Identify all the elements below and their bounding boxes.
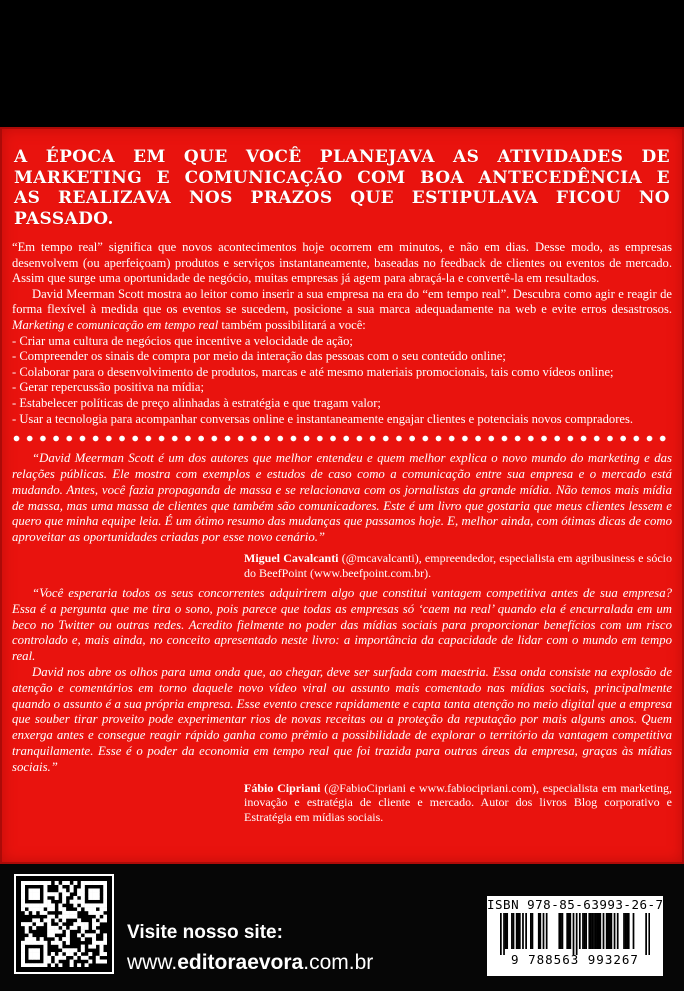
publisher-site-block bbox=[127, 922, 373, 975]
top-black-band bbox=[0, 0, 684, 127]
intro-section bbox=[12, 240, 672, 427]
testimonial-2-text-p2: David nos abre os olhos para uma onda que, ao chegar, deve ser surfada com maestria. Essa onda consiste na explosão de atenção e comentários em torno daquele novo vídeo viral ou assunto mais comentado nas mídias sociais, principalmente quando o assunto é a sua própria empresa. Esse evento cresce rapidamente e capta tanta atenção no meio digital que a empresa que souber tirar proveito pode experimentar rios de novas receitas ou a proteção da reputação por mais alguns anos. Quem enxerga antes e consegue reagir rápido ganha como prêmio a possibilidade de explorar o território da vantagem competitiva tranquilamente. Esse é o poder da economia em tempo real que foi trazida para outras áreas da empresa, graças às mídias sociais.” bbox=[12, 665, 672, 774]
barcode-icon bbox=[500, 913, 650, 955]
headline: A ÉPOCA EM QUE VOCÊ PLANEJAVA AS ATIVIDADES DE MARKETING E COMUNICAÇÃO COM BOA ANTECEDÊNCIA E AS REALIZAVA NOS PRAZOS QUE ESTIPULAVA FICOU NO PASSADO. bbox=[14, 147, 670, 229]
site-call-to-action: Visite nosso site: bbox=[127, 922, 283, 943]
testimonial-1-author-details: (@mcavalcanti), empreendedor, especialista em agribusiness e sócio do BeefPoint (www.beefpoint.com.br). bbox=[244, 550, 673, 580]
testimonial-1-text: “David Meerman Scott é um dos autores que melhor entendeu e quem melhor explica o novo mundo do marketing e das relações públicas. Ele mostra com exemplos e estudos de caso como a comunicação entre sua empresa e o mercado está mudando. Antes, você fazia propaganda de massa e se relacionava com os jornalistas da grande mídia. Não temos mais mídia de massa, mas uma massa de clientes que também são comunicadores. Este é um livro que gostaria que meus clientes lessem e quero que minha equipe leia. É um ótimo resumo das mudanças que passamos hoje. E, melhor ainda, com ótimas dicas de como aproveitar as oportunidades criadas por esse novo cenário.” bbox=[12, 451, 672, 545]
dotted-separator bbox=[13, 435, 671, 442]
intro-paragraph-2-text: David Meerman Scott mostra ao leitor como inserir a sua empresa na era do “em tempo real”. Descubra como agir e reagir de forma flexível à medida que os eventos se sucedem, posicione a sua marca adequadamente na web e evite erros desastrosos. bbox=[12, 286, 672, 317]
testimonial-1 bbox=[12, 451, 672, 580]
isbn-label: ISBN 978-85-63993-26-7 bbox=[487, 897, 664, 912]
isbn-barcode-box bbox=[487, 896, 663, 976]
red-content-panel bbox=[0, 127, 684, 864]
isbn-digits: 9 788563 993267 bbox=[511, 952, 639, 967]
bottom-black-band bbox=[0, 864, 684, 991]
testimonial-2-author-details: (@FabioCipriani e www.fabiocipriani.com), especialista em marketing, inovação e estratégia de cliente e mercado. Autor dos livros Blog corporativo e Estratégia em mídias sociais. bbox=[244, 780, 672, 824]
intro-paragraph-1: “Em tempo real” significa que novos acontecimentos hoje ocorrem em minutos, e não em dias. Desse modo, as empresas desenvolvem (ou aperfeiçoam) produtos e serviços instantaneamente, baseadas no feedback de clientes ou eventos de mercado. Assim que surge uma oportunidade de negócio, muitas empresas já agem para abraçá-la e convertê-la em resultados. bbox=[12, 240, 672, 286]
site-url-tld: .com.br bbox=[303, 951, 374, 974]
site-url-www: www. bbox=[127, 951, 178, 974]
testimonial-2-author: Fábio Cipriani bbox=[244, 780, 321, 795]
list-item: - Estabelecer políticas de preço alinhadas à estratégia e que tragam valor; bbox=[12, 395, 381, 410]
book-title-inline: Marketing e comunicação em tempo real bbox=[12, 317, 219, 332]
list-item: - Usar a tecnologia para acompanhar conversas online e instantaneamente engajar clientes e potenciais novos compradores. bbox=[12, 411, 634, 426]
site-url bbox=[127, 951, 373, 975]
qr-code-icon bbox=[14, 874, 114, 974]
testimonial-2-text-p1: “Você esperaria todos os seus concorrentes adquirirem algo que constitui vantagem competitiva antes de sua empresa? Essa é a pergunta que me tira o sono, pois parece que todas as empresas só ‘caem na real’ quando ela é encurralada em um beco no Twitter ou outras redes. Acredito fielmente no poder das mídias sociais para proporcionar benefícios com um risco controlado e, mais ainda, no conceito apresentado neste livro: a importância da capacidade de lidar com o mundo em tempo real. bbox=[12, 586, 672, 664]
list-item: - Criar uma cultura de negócios que incentive a velocidade de ação; bbox=[12, 333, 353, 348]
benefits-list bbox=[12, 334, 672, 428]
list-item: - Compreender os sinais de compra por meio da interação das pessoas com o seu conteúdo online; bbox=[12, 349, 506, 364]
intro-paragraph-2 bbox=[12, 287, 672, 334]
testimonial-2 bbox=[12, 586, 672, 824]
testimonial-2-attribution bbox=[244, 781, 672, 825]
site-url-domain: editoraevora bbox=[177, 951, 304, 974]
list-item: - Gerar repercussão positiva na mídia; bbox=[12, 380, 204, 395]
testimonial-1-attribution bbox=[244, 551, 672, 580]
intro-paragraph-2-tail: também possibilitará a você: bbox=[218, 317, 366, 332]
testimonial-1-author: Miguel Cavalcanti bbox=[244, 550, 339, 565]
list-item: - Colaborar para o desenvolvimento de produtos, marcas e até mesmo materiais promocionais, tais como vídeos online; bbox=[12, 364, 614, 379]
qr-code-pattern bbox=[21, 881, 107, 967]
